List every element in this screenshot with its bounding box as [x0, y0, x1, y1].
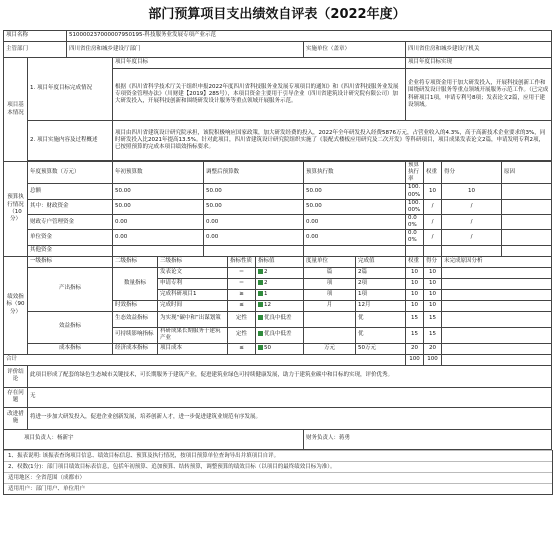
perf-l2: 可持续影响指标 — [113, 327, 158, 343]
budget-row — [4, 199, 552, 214]
perf-l3: 为实现“碳中和”出谋划策 — [158, 311, 228, 327]
perf-l2: 时效指标 — [113, 300, 158, 311]
perf-value: 2 — [256, 267, 304, 278]
budget-row-label: 单位资金 — [28, 230, 113, 245]
row2-text: 项目由四川省建筑设计研究院承担，该院积极响应国家政策，加大研发经费的投入，2022年全年研发投入经费5876万元，占营业收入的4.3%，高于高新技术企业要求的3%，同时研发投入比2021年提高13.5%。针对此项目，四川省建筑设计研究院组织实施了《装配式楼板应用研究及二次开发》等科研项目，项目成果发表论文2篇，申请发明专利2项，已按照预算的完成本项目绩效指标要求。 — [113, 121, 552, 161]
perf-done: 1项 — [356, 289, 406, 300]
budget-weight: / — [424, 199, 442, 214]
project-lead: 项目负责人：杨新宇 — [4, 429, 304, 449]
perf-row — [4, 311, 552, 327]
perf-weight: 10 — [406, 278, 424, 289]
perf-nature: ≤ — [228, 300, 256, 311]
perf-l1: 效益指标 — [28, 311, 113, 343]
budget-score: / — [442, 230, 502, 245]
budget-header-1: 年初预算数 — [113, 162, 204, 184]
budget-row — [4, 184, 552, 199]
perf-value: 12 — [256, 300, 304, 311]
perf-weight: 20 — [406, 343, 424, 354]
perf-nature: ≤ — [228, 343, 256, 354]
issues-label: 存在问题 — [4, 387, 28, 407]
budget-executed: 0.00 — [304, 214, 406, 229]
budget-score: 10 — [442, 184, 502, 199]
perf-header-5: 度量单位 — [304, 256, 356, 267]
budget-weight: 10 — [424, 184, 442, 199]
perf-section-label: 绩效指标（90分） — [4, 256, 28, 354]
perf-header-1: 二级指标 — [113, 256, 158, 267]
budget-score — [442, 245, 502, 256]
basic-section-label: 项目基本情况 — [4, 58, 28, 162]
budget-score: / — [442, 199, 502, 214]
perf-unit: 月 — [304, 300, 356, 311]
budget-initial — [113, 245, 204, 256]
perf-score: 10 — [424, 278, 442, 289]
perf-unit: 项 — [304, 278, 356, 289]
actual-header: 项目年度目标实现 — [406, 58, 552, 69]
footnotes — [3, 450, 553, 495]
budget-reason — [502, 214, 552, 229]
perf-header-7: 权重 — [406, 256, 424, 267]
perf-nature: ＝ — [228, 278, 256, 289]
perf-weight: 10 — [406, 289, 424, 300]
budget-rate: 0.00% — [406, 230, 424, 245]
perf-l1: 产出指标 — [28, 267, 113, 311]
note-4: 适用用户：部门用户、单位用户 — [4, 483, 552, 494]
perf-header-8: 得分 — [424, 256, 442, 267]
budget-reason — [502, 184, 552, 199]
perf-nature: ≥ — [228, 289, 256, 300]
budget-adjusted: 0.00 — [204, 230, 304, 245]
perf-header-2: 三级指标 — [158, 256, 228, 267]
value-marker-icon — [258, 269, 263, 274]
perf-nature: 定性 — [228, 311, 256, 327]
total-label: 合计 — [4, 354, 406, 365]
budget-reason — [502, 230, 552, 245]
budget-adjusted: 50.00 — [204, 199, 304, 214]
perf-reason — [442, 343, 552, 354]
perf-score: 10 — [424, 289, 442, 300]
budget-initial: 0.00 — [113, 214, 204, 229]
perf-score: 10 — [424, 267, 442, 278]
perf-l3: 申请专利 — [158, 278, 228, 289]
budget-executed: 0.00 — [304, 230, 406, 245]
page-title: 部门预算项目支出绩效自评表（2022年度） — [148, 7, 406, 22]
budget-header-0: 年度预算数（万元） — [28, 162, 113, 184]
perf-unit: 项 — [304, 289, 356, 300]
evaluation-table — [3, 30, 552, 450]
perf-weight: 10 — [406, 267, 424, 278]
perf-value: 1 — [256, 289, 304, 300]
unit-label: 实施单位（盖章） — [304, 42, 406, 58]
project-name-label: 项目名称 — [4, 31, 67, 42]
perf-unit: 万元 — [304, 343, 356, 354]
perf-header-4: 指标值 — [256, 256, 304, 267]
budget-row-label: 其他资金 — [28, 245, 113, 256]
value-marker-icon — [258, 291, 263, 296]
perf-score: 10 — [424, 300, 442, 311]
perf-l2: 数量指标 — [113, 267, 158, 300]
budget-row — [4, 214, 552, 229]
perf-l3: 发表论文 — [158, 267, 228, 278]
budget-row-label: 财政专户管理资金 — [28, 214, 113, 229]
perf-reason — [442, 289, 552, 300]
perf-done: 优 — [356, 311, 406, 327]
issues-text: 无 — [28, 387, 552, 407]
dept-value: 四川省住房和城乡建设厅部门 — [67, 42, 304, 58]
project-name: 5100002370000079501​95-科技服务业发展专项产业示范 — [67, 31, 552, 42]
note-3: 适用地区：全省范围（成都市） — [4, 472, 552, 483]
budget-rate: 100.00% — [406, 199, 424, 214]
perf-l1: 成本指标 — [28, 343, 113, 354]
budget-executed: 50.00 — [304, 184, 406, 199]
perf-value: 优良中低差 — [256, 311, 304, 327]
budget-reason — [502, 199, 552, 214]
perf-reason — [442, 267, 552, 278]
value-marker-icon — [258, 345, 263, 350]
perf-row — [4, 343, 552, 354]
budget-initial: 0.00 — [113, 230, 204, 245]
total-weight: 100 — [406, 354, 424, 365]
perf-score: 20 — [424, 343, 442, 354]
perf-header-9: 未完成原因分析 — [442, 256, 552, 267]
perf-l3: 完成时间 — [158, 300, 228, 311]
value-marker-icon — [258, 280, 263, 285]
perf-weight: 15 — [406, 327, 424, 343]
perf-nature: 定性 — [228, 327, 256, 343]
perf-reason — [442, 327, 552, 343]
total-score: 100 — [424, 354, 442, 365]
perf-reason — [442, 278, 552, 289]
perf-l3: 项目成本 — [158, 343, 228, 354]
budget-header-2: 调整后预算数 — [204, 162, 304, 184]
measures-label: 改进措施 — [4, 407, 28, 429]
row1-actual: 企业将专项资金用于加大研发投入，开展科技创新工作和围绕研发设计服务等重点领域开展服务示范工作。（已完成科研项目1项，申请专利号8项；发表论文2篇，应用于建设领域。 — [406, 69, 552, 121]
perf-value: 优良中低差 — [256, 327, 304, 343]
budget-adjusted — [204, 245, 304, 256]
budget-rate: 0.00% — [406, 214, 424, 229]
value-marker-icon — [258, 331, 263, 336]
budget-initial: 50.00 — [113, 184, 204, 199]
budget-initial: 50.00 — [113, 199, 204, 214]
conclusion-label: 评价结论 — [4, 365, 28, 387]
row1-plan: 根据《四川省科学技术厅关于组织申报2022年度四川省科技服务业发展专项项目的通知》和《四川省科技服务业发展专项资金管理办法》（川财建【2019】285号），本项目资金主要用于引导企业（四川省建筑设计研究院有限公司）加大研发投入，开展科技创新和围绕研发设计服务等重点领域开展服务示范。 — [113, 69, 406, 121]
budget-header-4: 预算执行率 — [406, 162, 424, 184]
perf-value: 2 — [256, 278, 304, 289]
budget-rate: 100.00% — [406, 184, 424, 199]
value-marker-icon — [258, 302, 263, 307]
budget-row-label: 总额 — [28, 184, 113, 199]
perf-value: 50 — [256, 343, 304, 354]
perf-header-0: 一级指标 — [28, 256, 113, 267]
budget-adjusted: 50.00 — [204, 184, 304, 199]
perf-unit: 篇 — [304, 267, 356, 278]
perf-unit — [304, 311, 356, 327]
budget-weight: / — [424, 230, 442, 245]
budget-header-7: 原因 — [502, 162, 552, 184]
perf-done: 2项 — [356, 278, 406, 289]
measures-text: 将进一步加大研发投入，促进企业创新发展，培养创新人才，进一步促进建筑业规范有序发展。 — [28, 407, 552, 429]
conclusion-text: 此项目形成了配套的绿色生态城市关键技术，可长期服务于建筑产业，促进建筑业绿色可持续健康发展，助力于建筑业碳中和目标的实现，评价优秀。 — [28, 365, 552, 387]
perf-nature: ＝ — [228, 267, 256, 278]
budget-row — [4, 245, 552, 256]
dept-label: 主管部门 — [4, 42, 67, 58]
perf-unit — [304, 327, 356, 343]
row2-label: 2. 项目实施内容及过程概述 — [28, 121, 113, 161]
budget-adjusted: 0.00 — [204, 214, 304, 229]
plan-header: 项目年度目标 — [113, 58, 406, 69]
budget-row — [4, 230, 552, 245]
perf-done: 50万元 — [356, 343, 406, 354]
perf-weight: 15 — [406, 311, 424, 327]
perf-score: 15 — [424, 327, 442, 343]
perf-l2: 经济成本指标 — [113, 343, 158, 354]
perf-l3: 完成科研项目1 — [158, 289, 228, 300]
budget-executed — [304, 245, 406, 256]
budget-header-3: 预算执行数 — [304, 162, 406, 184]
perf-l3: 科研成果长期服务于建筑产业 — [158, 327, 228, 343]
row1-label: 1. 项目年度目标完成情况 — [28, 58, 113, 121]
budget-executed: 50.00 — [304, 199, 406, 214]
note-1: 1、振表说明: 该振表查询项目信息、绩效目标信息、预算及执行情况，按项目预算单位查询导出并填项目自评。 — [4, 450, 552, 461]
perf-l2: 生态效益指标 — [113, 311, 158, 327]
perf-done: 2篇 — [356, 267, 406, 278]
perf-header-3: 指标性质 — [228, 256, 256, 267]
perf-reason — [442, 311, 552, 327]
perf-done: 优 — [356, 327, 406, 343]
note-2: 2、权数(1分)：部门项目绩效目标表信息，包括年初预算、追加预算、结转预算，调整预算的绩效目标（以项目的最终绩效目标为准）。 — [4, 461, 552, 472]
perf-score: 15 — [424, 311, 442, 327]
budget-score: / — [442, 214, 502, 229]
budget-row-label: 其中：财政资金 — [28, 199, 113, 214]
budget-weight: / — [424, 214, 442, 229]
unit-value: 四川省住房和城乡建设厅机关 — [406, 42, 552, 58]
budget-weight — [424, 245, 442, 256]
value-marker-icon — [258, 315, 263, 320]
budget-rate — [406, 245, 424, 256]
budget-section-label: 预算执行情况（10分） — [4, 162, 28, 257]
perf-done: 12月 — [356, 300, 406, 311]
budget-header-5: 权重 — [424, 162, 442, 184]
perf-reason — [442, 300, 552, 311]
perf-header-6: 完成值 — [356, 256, 406, 267]
finance-lead: 财务负责人：蒋勇 — [304, 429, 552, 449]
budget-reason — [502, 245, 552, 256]
budget-header-6: 得分 — [442, 162, 502, 184]
perf-row — [4, 267, 552, 278]
perf-weight: 10 — [406, 300, 424, 311]
